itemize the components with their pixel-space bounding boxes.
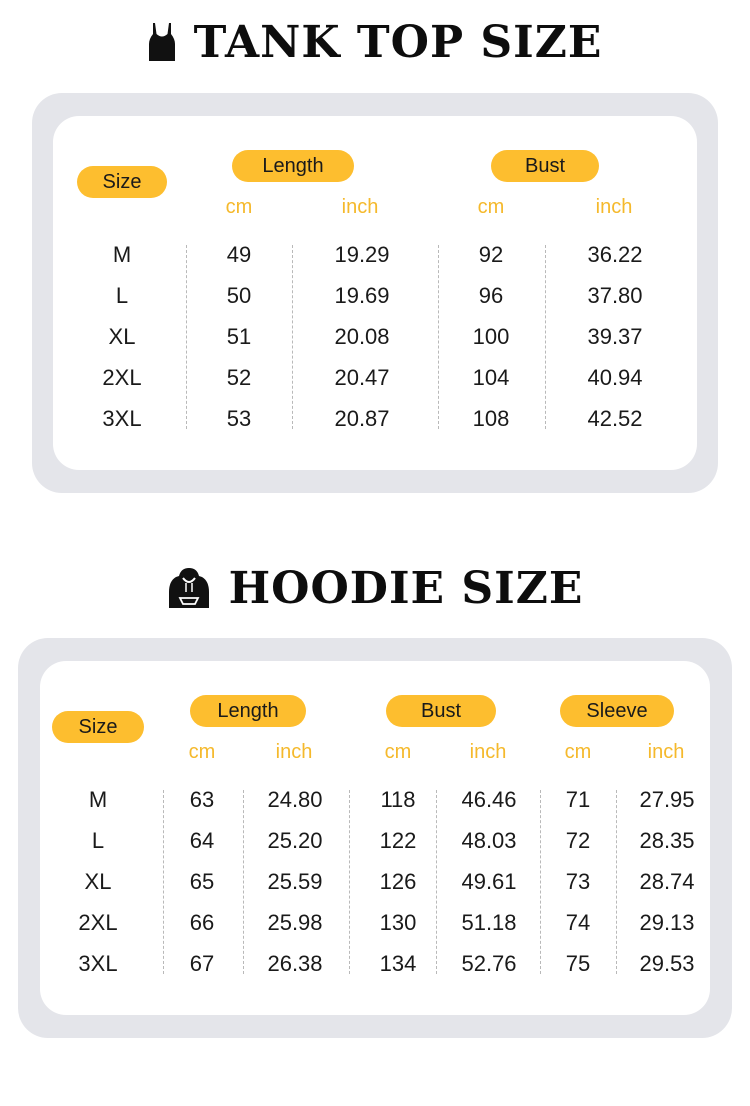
tank-title-text: TANK TOP SIZE xyxy=(193,16,603,68)
bust-cm-cell: 134 xyxy=(379,951,417,976)
unit-inch: inch xyxy=(595,196,633,218)
length-inch-cell: 26.38 xyxy=(267,951,323,976)
size-header: Size xyxy=(52,711,144,743)
bust-cm-cell: 108 xyxy=(472,406,510,431)
unit-inch: inch xyxy=(469,741,507,763)
bust-inch-cell: 52.76 xyxy=(461,951,517,976)
length-cm-cell: 65 xyxy=(189,869,215,894)
length-inch-cell: 25.20 xyxy=(267,828,323,853)
unit-inch: inch xyxy=(275,741,313,763)
bust-cm-cell: 126 xyxy=(379,869,417,894)
length-inch-cell: 20.87 xyxy=(334,406,390,431)
length-cm-cell: 63 xyxy=(189,787,215,812)
length-header: Length xyxy=(232,150,354,182)
bust-inch-cell: 42.52 xyxy=(587,406,643,431)
length-inch-cell: 20.08 xyxy=(334,324,390,349)
size-cell: M xyxy=(112,242,132,267)
bust-header: Bust xyxy=(386,695,496,727)
size-header: Size xyxy=(77,166,167,198)
hoodie-icon xyxy=(167,566,211,610)
length-header: Length xyxy=(190,695,306,727)
sleeve-inch-cell: 29.13 xyxy=(639,910,695,935)
bust-inch-cell: 46.46 xyxy=(461,787,517,812)
length-cm-cell: 52 xyxy=(226,365,252,390)
length-inch-cell: 19.69 xyxy=(334,283,390,308)
bust-inch-cell: 39.37 xyxy=(587,324,643,349)
size-cell: L xyxy=(115,283,129,308)
length-cm-cell: 64 xyxy=(189,828,215,853)
length-cm-cell: 66 xyxy=(189,910,215,935)
size-cell: 2XL xyxy=(78,910,118,935)
hoodie-title-text: HOODIE SIZE xyxy=(228,562,584,614)
length-cm-cell: 49 xyxy=(226,242,252,267)
unit-cm: cm xyxy=(225,196,253,218)
unit-cm: cm xyxy=(477,196,505,218)
unit-cm: cm xyxy=(384,741,412,763)
length-cm-cell: 51 xyxy=(226,324,252,349)
size-cell: 3XL xyxy=(78,951,118,976)
length-inch-cell: 19.29 xyxy=(334,242,390,267)
bust-cm-cell: 92 xyxy=(478,242,504,267)
unit-cm: cm xyxy=(564,741,592,763)
unit-inch: inch xyxy=(341,196,379,218)
size-cell: XL xyxy=(84,869,112,894)
bust-cm-cell: 104 xyxy=(472,365,510,390)
tank-top-icon xyxy=(148,22,176,62)
unit-cm: cm xyxy=(188,741,216,763)
length-cm-cell: 67 xyxy=(189,951,215,976)
length-inch-cell: 25.59 xyxy=(267,869,323,894)
sleeve-cm-cell: 72 xyxy=(565,828,591,853)
sleeve-cm-cell: 71 xyxy=(565,787,591,812)
hoodie-table xyxy=(40,661,710,1015)
sleeve-header: Sleeve xyxy=(560,695,674,727)
tank-table xyxy=(53,116,697,470)
bust-cm-cell: 96 xyxy=(478,283,504,308)
sleeve-cm-cell: 75 xyxy=(565,951,591,976)
hoodie-title xyxy=(0,560,750,616)
bust-header: Bust xyxy=(491,150,599,182)
bust-cm-cell: 118 xyxy=(380,787,416,812)
length-inch-cell: 20.47 xyxy=(334,365,390,390)
sleeve-inch-cell: 28.74 xyxy=(639,869,695,894)
bust-inch-cell: 51.18 xyxy=(461,910,517,935)
bust-inch-cell: 49.61 xyxy=(461,869,517,894)
bust-inch-cell: 48.03 xyxy=(461,828,517,853)
size-cell: 3XL xyxy=(102,406,142,431)
bust-inch-cell: 40.94 xyxy=(587,365,643,390)
length-inch-cell: 24.80 xyxy=(267,787,323,812)
length-cm-cell: 53 xyxy=(226,406,252,431)
size-cell: L xyxy=(91,828,105,853)
bust-cm-cell: 122 xyxy=(379,828,417,853)
size-cell: M xyxy=(88,787,108,812)
bust-inch-cell: 36.22 xyxy=(587,242,643,267)
length-cm-cell: 50 xyxy=(226,283,252,308)
sleeve-inch-cell: 28.35 xyxy=(639,828,695,853)
size-cell: XL xyxy=(108,324,136,349)
bust-inch-cell: 37.80 xyxy=(587,283,643,308)
sleeve-cm-cell: 73 xyxy=(565,869,591,894)
size-cell: 2XL xyxy=(102,365,142,390)
tank-title xyxy=(0,14,750,70)
bust-cm-cell: 130 xyxy=(379,910,417,935)
sleeve-cm-cell: 74 xyxy=(565,910,591,935)
sleeve-inch-cell: 29.53 xyxy=(639,951,695,976)
unit-inch: inch xyxy=(647,741,685,763)
length-inch-cell: 25.98 xyxy=(267,910,323,935)
sleeve-inch-cell: 27.95 xyxy=(639,787,695,812)
bust-cm-cell: 100 xyxy=(472,324,510,349)
